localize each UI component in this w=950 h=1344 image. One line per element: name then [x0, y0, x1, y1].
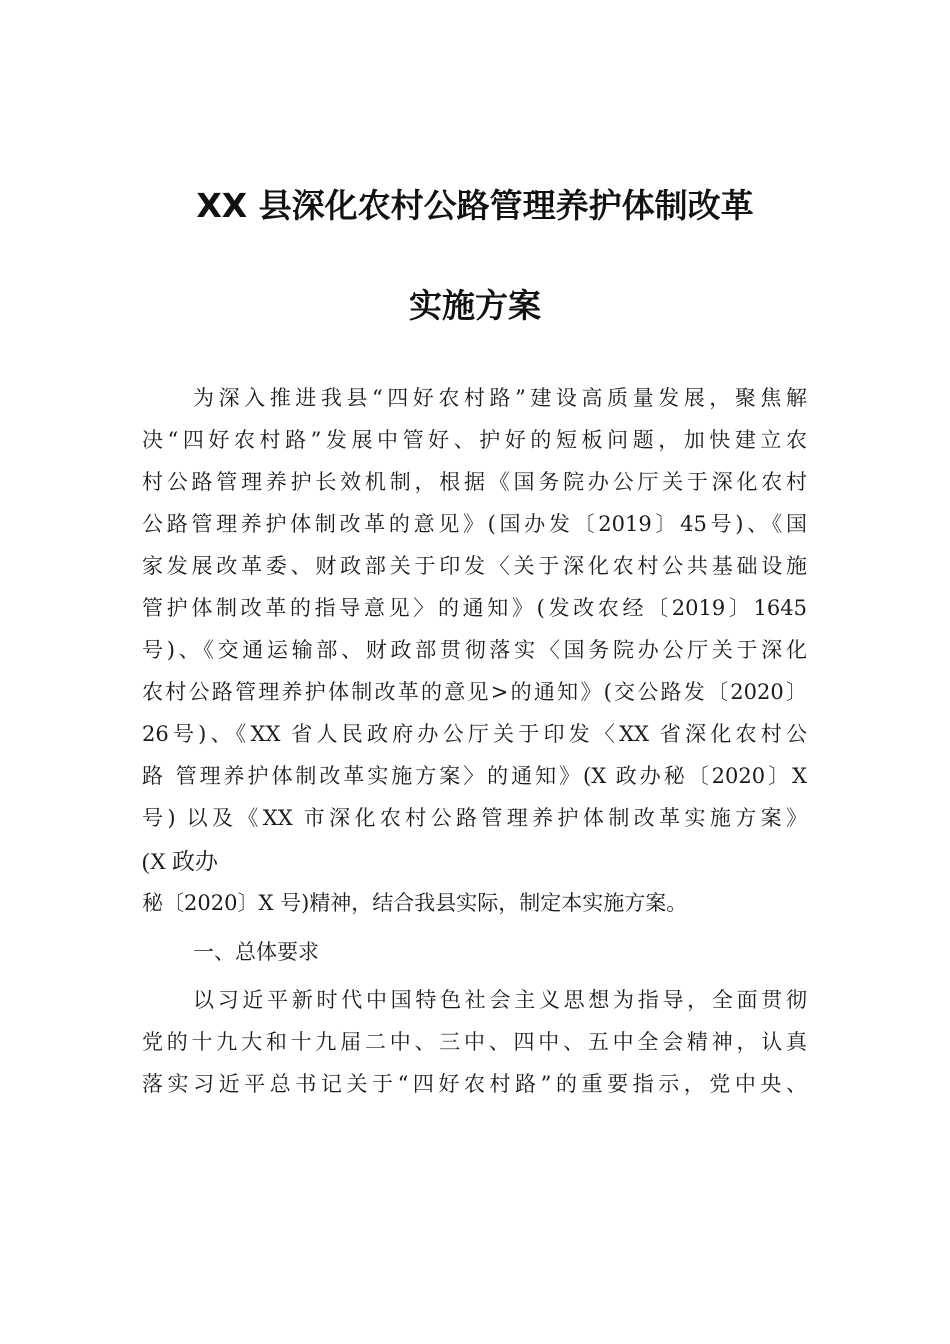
- document-title-line-1: XX 县深化农村公路管理养护体制改革: [196, 186, 754, 225]
- paragraph-line: 决“四好农村路”发展中管好、护好的短板问题，加快建立农: [142, 428, 807, 452]
- paragraph-line: 秘〔2020〕X 号)精神，结合我县实际，制定本实施方案。: [142, 891, 688, 915]
- section-heading: 一、总体要求: [193, 940, 319, 964]
- paragraph-line: 农村公路管理养护体制改革的意见>的通知》(交公路发〔2020〕: [142, 680, 807, 704]
- paragraph-line: 家发展改革委、财政部关于印发〈关于深化农村公共基础设施: [142, 554, 807, 578]
- paragraph-line: (X 政办: [142, 849, 219, 874]
- paragraph-line: 村公路管理养护长效机制，根据《国务院办公厅关于深化农村: [142, 470, 807, 494]
- paragraph-line: 路 管理养护体制改革实施方案〉的通知》(X 政办秘〔2020〕X: [142, 764, 807, 788]
- paragraph-line: 管护体制改革的指导意见〉的通知》(发改农经〔2019〕1645: [142, 596, 807, 620]
- paragraph-line: 以习近平新时代中国特色社会主义思想为指导，全面贯彻: [193, 988, 807, 1012]
- paragraph-line: 26号)、《XX 省人民政府办公厅关于印发〈XX 省深化农村公: [142, 722, 807, 746]
- paragraph-line: 公路管理养护体制改革的意见》(国办发〔2019〕45号)、《国: [142, 512, 807, 536]
- document-title-line-2: 实施方案: [409, 286, 541, 325]
- paragraph-line: 为深入推进我县“四好农村路”建设高质量发展，聚焦解: [193, 386, 807, 410]
- paragraph-line: 号) 以及《XX 市深化农村公路管理养护体制改革实施方案》: [142, 806, 807, 830]
- paragraph-line: 落实习近平总书记关于“四好农村路”的重要指示，党中央、: [142, 1072, 807, 1096]
- paragraph-line: 号)、《交通运输部、财政部贯彻落实〈国务院办公厅关于深化: [142, 638, 807, 662]
- paragraph-line: 党的十九大和十九届二中、三中、四中、五中全会精神，认真: [142, 1030, 807, 1054]
